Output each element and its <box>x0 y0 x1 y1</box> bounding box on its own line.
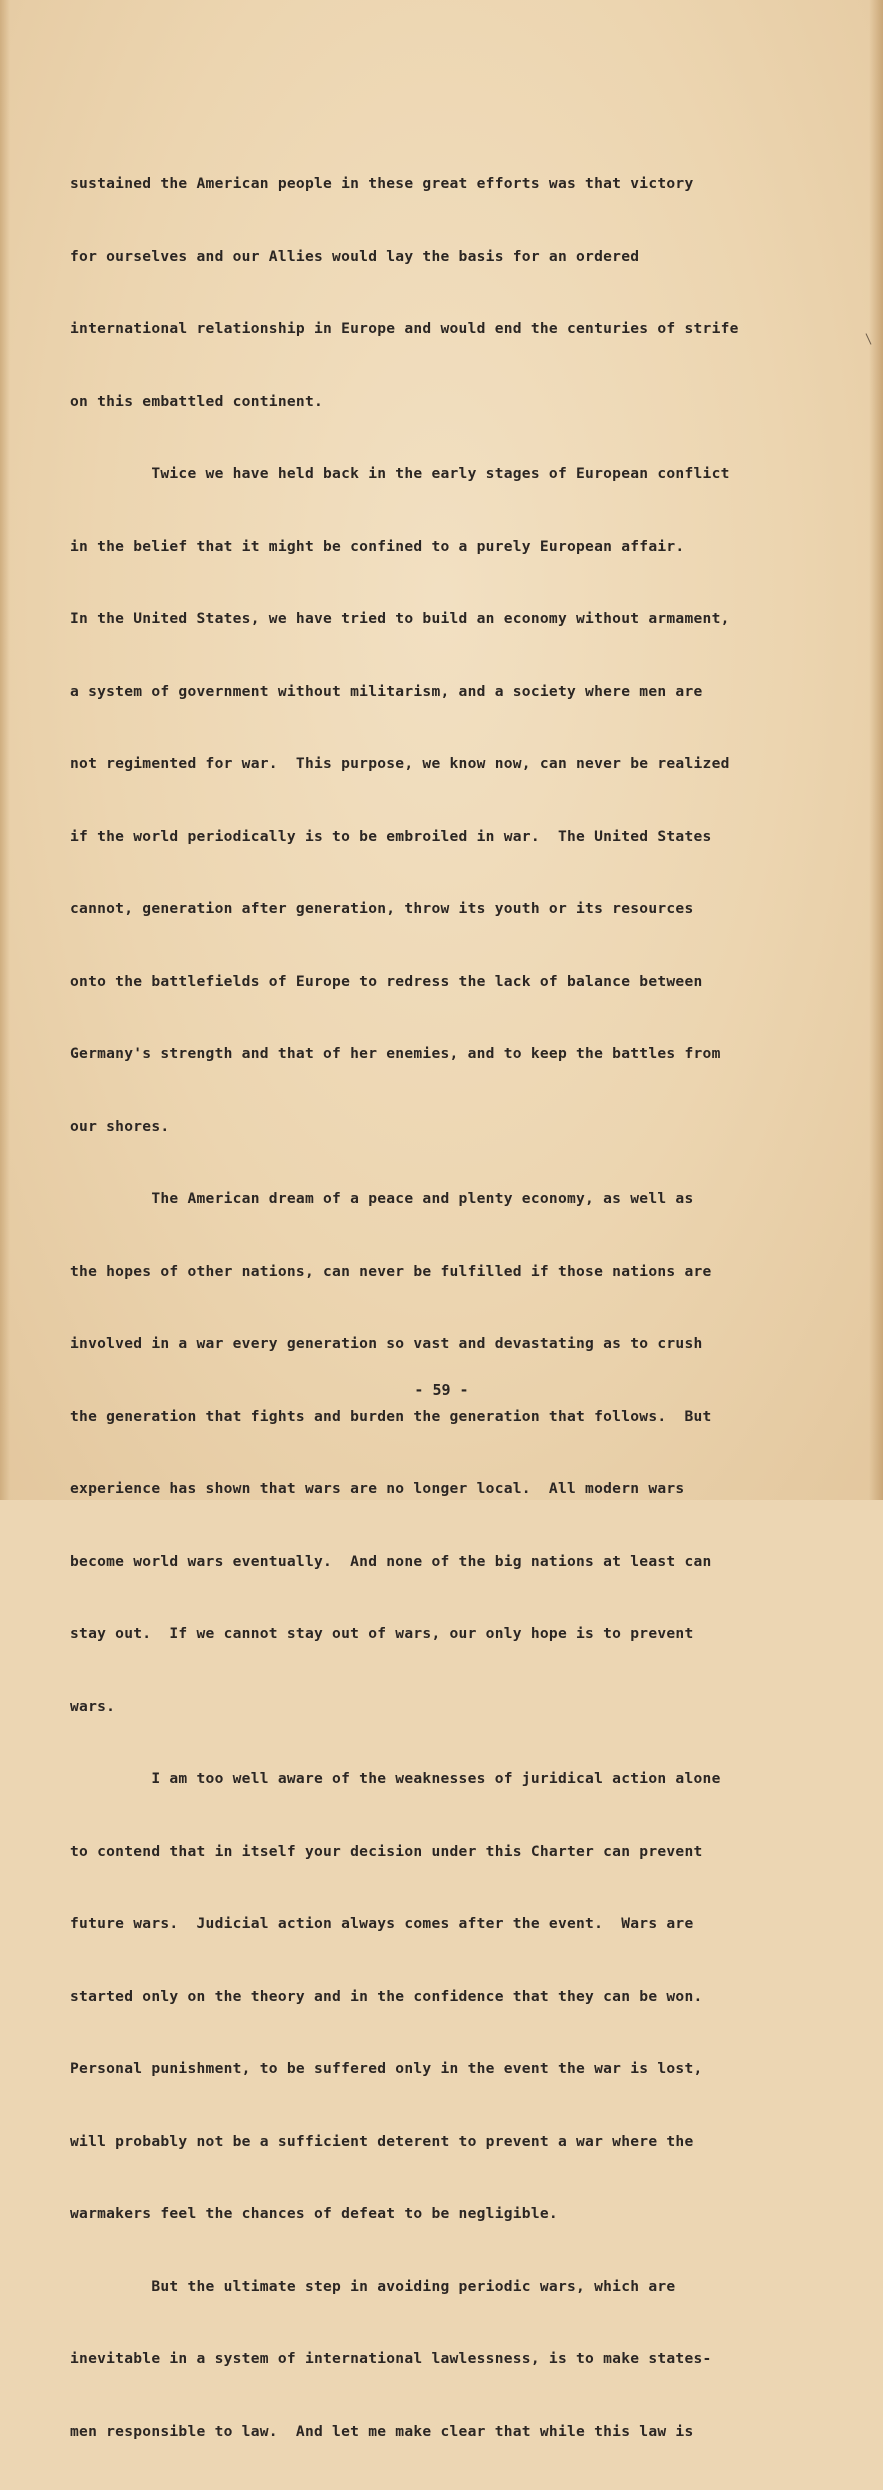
text-line: men responsible to law. And let me make clear that while this law is <box>70 2422 694 2440</box>
text-line: sustained the American people in these great efforts was that victory <box>70 175 694 192</box>
text-line: In the United States, we have tried to build an economy without armament, <box>70 610 730 627</box>
text-line: future wars. Judicial action always comes after the event. Wars are <box>70 1915 694 1932</box>
paper-edge-right <box>869 0 883 1500</box>
text-line: The American dream of a peace and plenty economy, as well as <box>70 1190 694 1207</box>
text-line: international relationship in Europe and would end the centuries of strife <box>70 320 739 337</box>
text-line: not regimented for war. This purpose, we know now, can never be realized <box>70 755 730 772</box>
text-line: stay out. If we cannot stay out of wars, our only hope is to prevent <box>70 1625 694 1642</box>
text-line: Twice we have held back in the early stages of European conflict <box>70 465 730 482</box>
page-number: - 59 - <box>414 1381 469 1399</box>
text-line: Personal punishment, to be suffered only in the event the war is lost, <box>70 2060 703 2077</box>
text-line: onto the battlefields of Europe to redress the lack of balance between <box>70 972 703 990</box>
text-line: wars. <box>70 1697 116 1715</box>
text-line: inevitable in a system of international lawlessness, is to make states- <box>70 2350 712 2367</box>
text-line: involved in a war every generation so vast and devastating as to crush <box>70 1335 703 1352</box>
text-line: become world wars eventually. And none of the big nations at least can <box>70 1552 712 1570</box>
text-line: But the ultimate step in avoiding periodic wars, which are <box>70 2277 676 2295</box>
text-line: our shores. <box>70 1117 170 1135</box>
text-line: the hopes of other nations, can never be fulfilled if those nations are <box>70 1262 712 1280</box>
typewritten-text <box>70 136 800 2490</box>
text-line: for ourselves and our Allies would lay the basis for an ordered <box>70 247 640 265</box>
text-line: the generation that fights and burden the generation that follows. But <box>70 1407 712 1425</box>
text-line: to contend that in itself your decision under this Charter can prevent <box>70 1842 703 1860</box>
text-line: warmakers feel the chances of defeat to be negligible. <box>70 2205 558 2222</box>
text-line: I am too well aware of the weaknesses of juridical action alone <box>70 1770 721 1787</box>
text-line: on this embattled continent. <box>70 392 324 410</box>
paper-edge-left <box>0 0 10 1500</box>
text-line: will probably not be a sufficient deterent to prevent a war where the <box>70 2132 694 2150</box>
text-line: experience has shown that wars are no longer local. All modern wars <box>70 1480 685 1497</box>
text-line: started only on the theory and in the confidence that they can be won. <box>70 1987 703 2005</box>
text-line: a system of government without militarism, and a society where men are <box>70 682 703 700</box>
text-line: cannot, generation after generation, throw its youth or its resources <box>70 900 694 917</box>
text-line: if the world periodically is to be embroiled in war. The United States <box>70 827 712 845</box>
text-line: in the belief that it might be confined to a purely European affair. <box>70 537 685 555</box>
text-line: Germany's strength and that of her enemies, and to keep the battles from <box>70 1045 721 1062</box>
